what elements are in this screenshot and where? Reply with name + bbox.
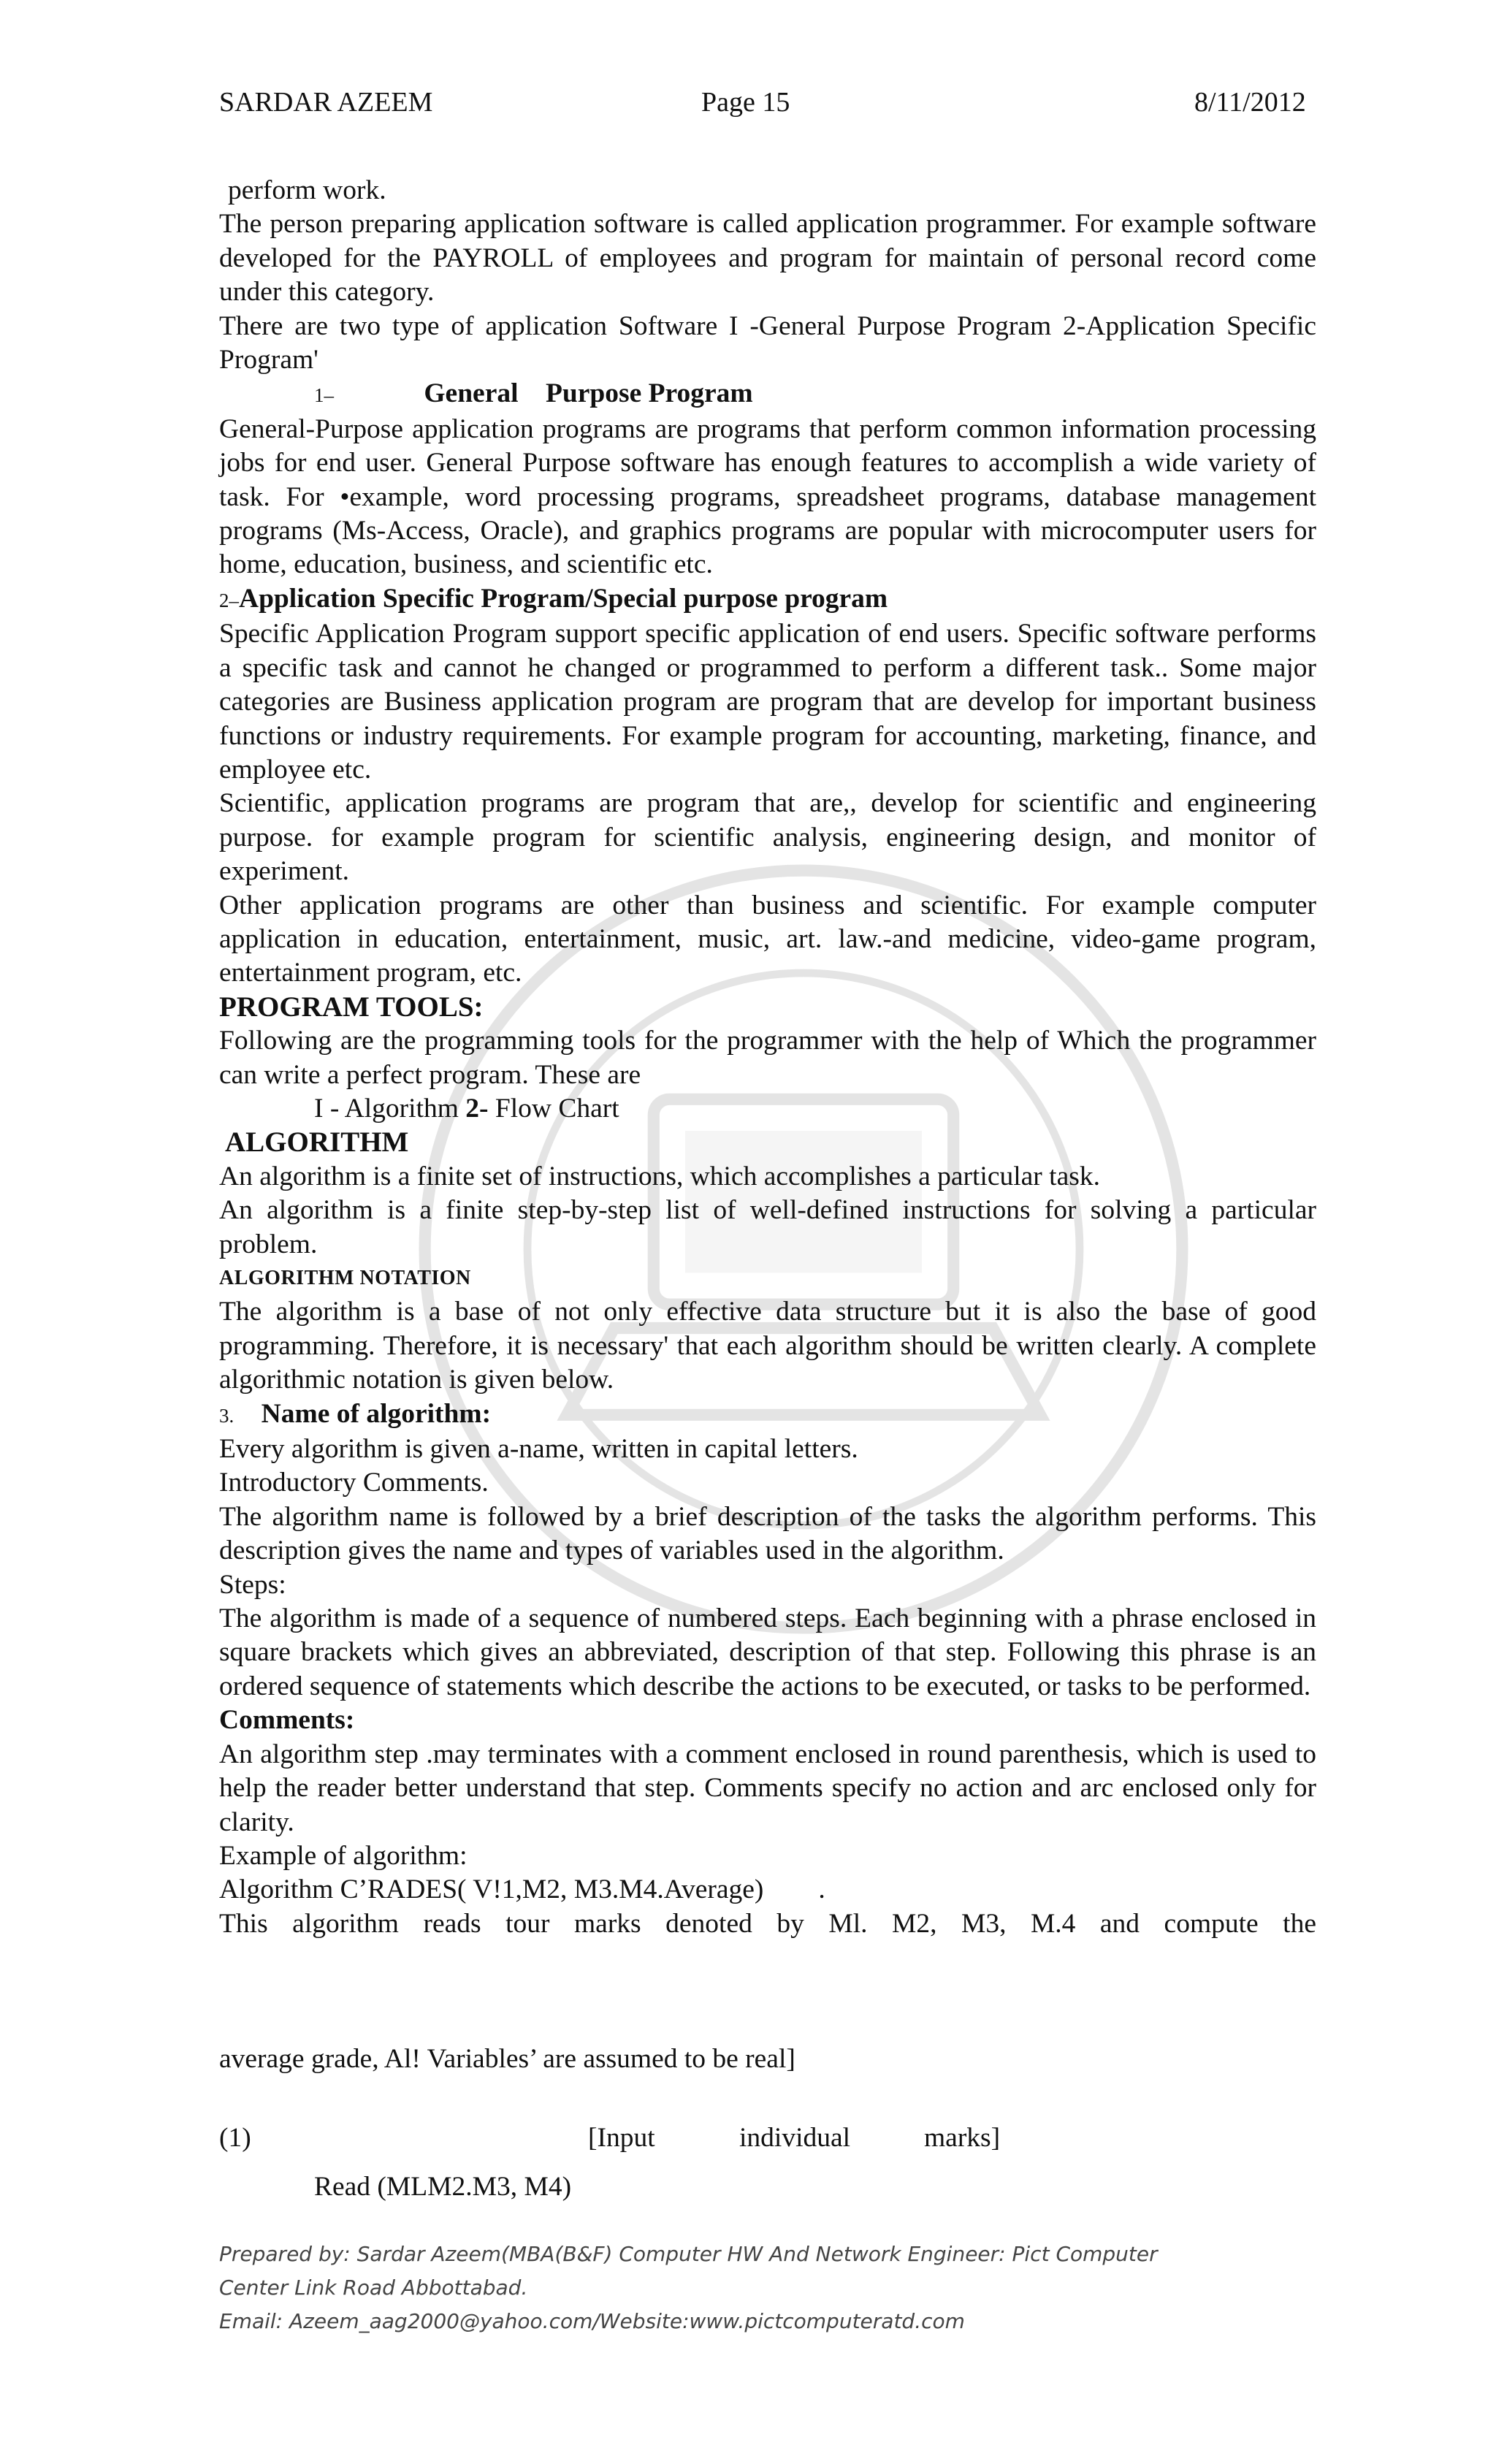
tools-list <box>219 1092 1316 1126</box>
paragraph: Algorithm C’RADES( V!1,M2, M3.M4.Average) . <box>219 1874 825 1905</box>
step-number: (1) <box>219 2123 251 2153</box>
footer-contact: Email: Azeem_aag2000@yahoo.com/Website:www.pictcomputeratd.com <box>219 2309 965 2333</box>
page-footer <box>219 2238 1315 2338</box>
paragraph: Steps: <box>219 1569 286 1600</box>
heading-number: 2– <box>219 589 239 611</box>
algorithm-step-read: Read (MLM2.M3, M4) <box>314 2172 572 2202</box>
heading-title: General Purpose Program <box>424 378 753 409</box>
section-heading <box>219 582 1316 617</box>
tool-flowchart: Flow Chart <box>495 1093 619 1124</box>
section-heading <box>219 377 1316 412</box>
paragraph: General-Purpose application programs are programs that perform common information processing jobs for end user. General Purpose software has enough features to accomplish a wide variety of task. For •example, word processing programs, spreadsheet programs, database management programs (Ms-Access, Oracle), and graphics programs are popular with microcomputer users for home, education, business, and scientific etc. <box>219 413 1316 580</box>
step-label-marks: marks] <box>924 2123 1001 2153</box>
footer-line: Center Link Road Abbottabad. <box>219 2276 528 2300</box>
tool-algorithm: I - Algorithm <box>314 1093 459 1124</box>
heading-number: 1– <box>314 384 334 407</box>
paragraph: Scientific, application programs are program that are,, develop for scientific and engineering purpose. for example program for scientific analysis, engineering design, and monitor of experiment. <box>219 788 1316 887</box>
paragraph: An algorithm step .may terminates with a comment enclosed in round parenthesis, which is used to help the reader better understand that step. Comments specify no action and arc enclosed only for clarity. <box>219 1739 1316 1837</box>
paragraph: Introductory Comments. <box>219 1468 489 1498</box>
heading-title: Application Specific Program/Special purpose program <box>239 583 888 614</box>
section-heading: ALGORITHM NOTATION <box>219 1267 471 1289</box>
heading-title: Name of algorithm: <box>261 1398 492 1429</box>
footer-line: Prepared by: Sardar Azeem(MBA(B&F) Computer HW And Network Engineer: Pict Computer <box>219 2242 1158 2266</box>
section-heading: PROGRAM TOOLS: <box>219 991 484 1023</box>
paragraph: This algorithm reads tour marks denoted by Ml. M2, M3, M.4 and compute the <box>219 1908 1316 1939</box>
step-label-input: [Input <box>588 2123 655 2153</box>
section-heading: Comments: <box>219 1705 355 1736</box>
paragraph: Other application programs are other than business and scientific. For example computer application in education, entertainment, music, art. law.-and medicine, video-game program, entertainment program, etc. <box>219 890 1316 988</box>
section-heading: ALGORITHM <box>225 1126 409 1159</box>
paragraph: Every algorithm is given a-name, written in capital letters. <box>219 1434 858 1465</box>
paragraph: Example of algorithm: <box>219 1840 468 1871</box>
paragraph: The algorithm name is followed by a brief description of the tasks the algorithm performs. This description gives the name and types of variables used in the algorithm. <box>219 1501 1316 1566</box>
paragraph: average grade, Al! Variables’ are assumed to be real] <box>219 2044 795 2074</box>
paragraph: The person preparing application software is called application programmer. For example software developed for the PAYROLL of employees and program for maintain of personal record come under this category. <box>219 209 1316 308</box>
paragraph: Specific Application Program support specific application of end users. Specific software performs a specific task and cannot he changed or programmed to perform a different task.. Some major categories are Business application program are program that are develop for important business functions or industry requirements. For example program for accounting, marketing, finance, and employee etc. <box>219 619 1316 785</box>
paragraph: An algorithm is a finite step-by-step list of well-defined instructions for solving a particular problem. <box>219 1195 1316 1259</box>
paragraph: perform work. <box>228 175 386 205</box>
tool-number: 2- <box>465 1093 489 1124</box>
step-label-individual: individual <box>739 2123 851 2153</box>
paragraph: Following are the programming tools for the programmer with the help of Which the programmer can write a perfect program. These are <box>219 1026 1316 1090</box>
header-author: SARDAR AZEEM <box>219 87 433 118</box>
document-body <box>219 174 1316 1941</box>
paragraph: There are two type of application Software I -General Purpose Program 2-Application Specific Program' <box>219 310 1316 375</box>
algorithm-step <box>219 2122 1023 2154</box>
section-heading <box>219 1397 1316 1433</box>
paragraph: The algorithm is a base of not only effective data structure but it is also the base of good programming. Therefore, it is necessary' that each algorithm should be written clearly. A complete algorithmic notation is given below. <box>219 1297 1316 1395</box>
paragraph: The algorithm is made of a sequence of numbered steps. Each beginning with a phrase enclosed in square brackets which gives an abbreviated, description of that step. Following this phrase is an ordered sequence of statements which describe the actions to be executed, or tasks to be performed. <box>219 1603 1316 1701</box>
header-page-number: Page 15 <box>701 87 790 118</box>
header-date: 8/11/2012 <box>1194 87 1306 118</box>
paragraph: An algorithm is a finite set of instructions, which accomplishes a particular task. <box>219 1161 1100 1191</box>
heading-number: 3. <box>219 1404 234 1427</box>
